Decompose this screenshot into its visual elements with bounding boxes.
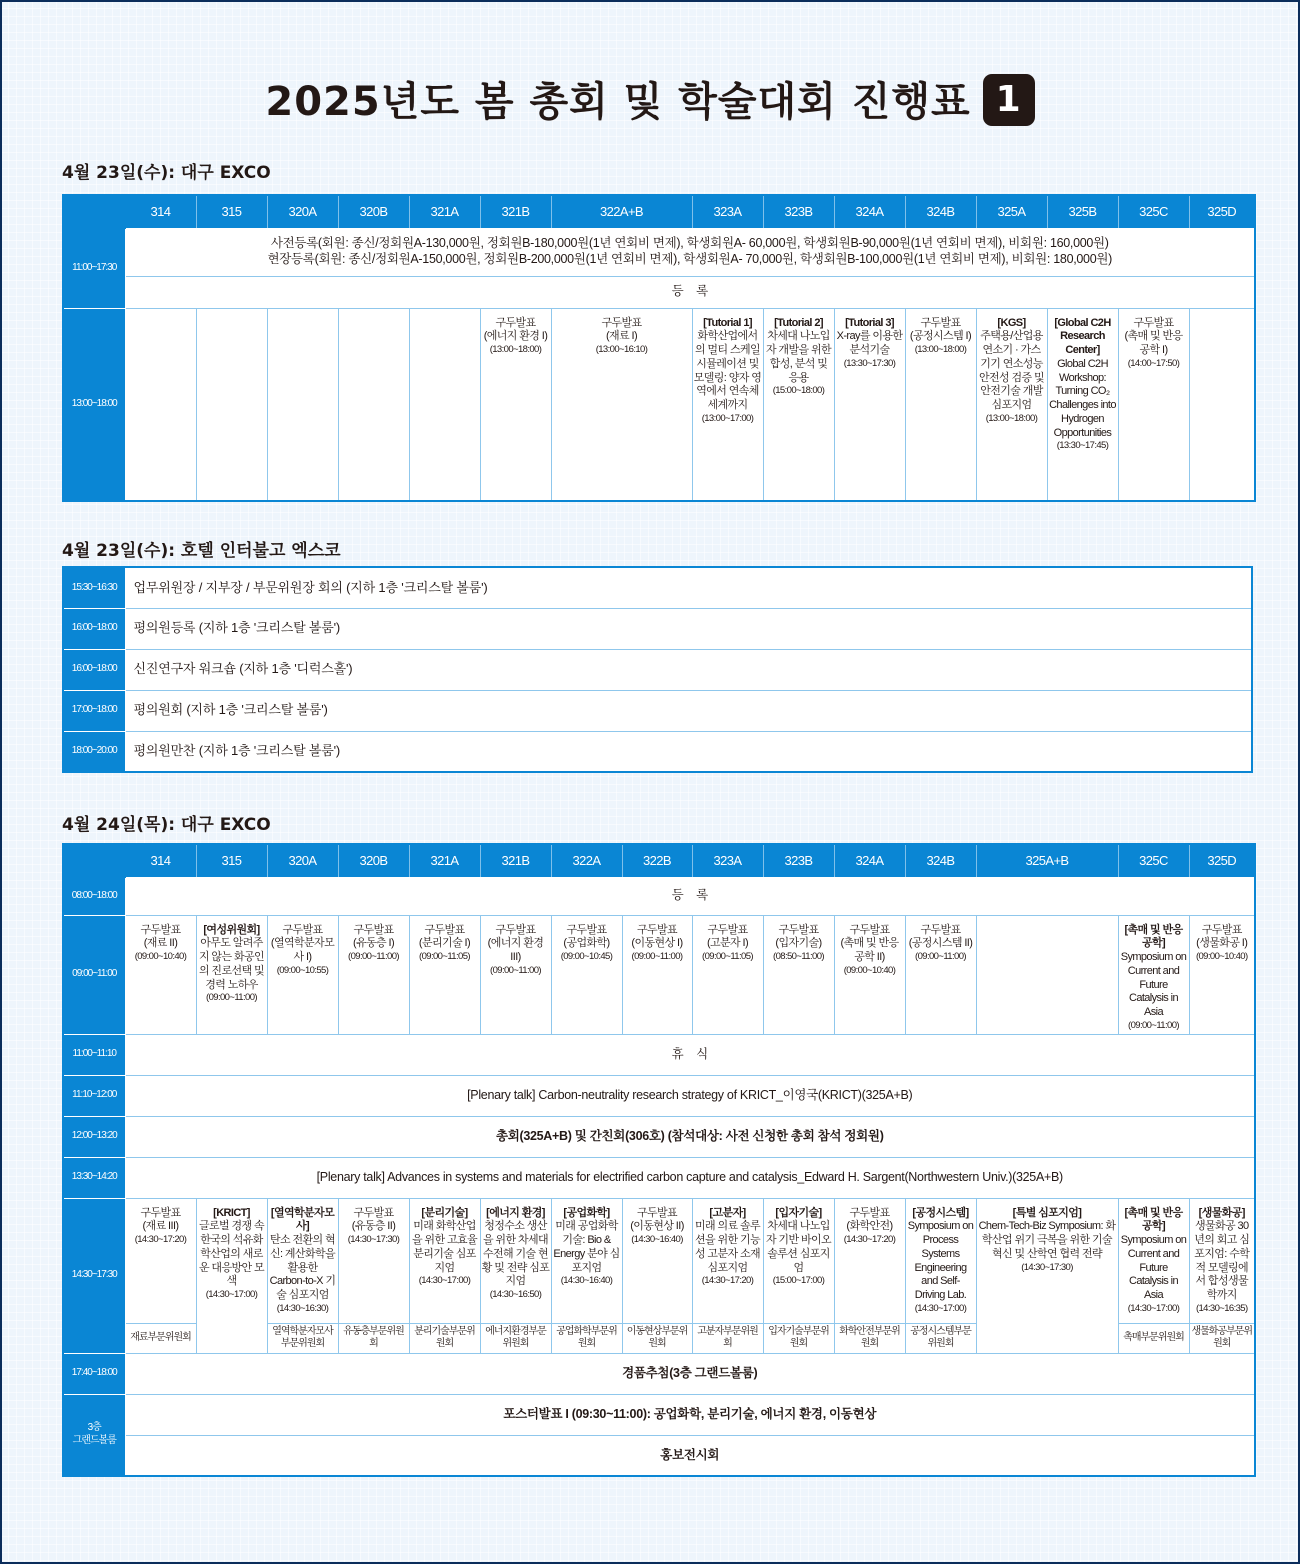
session-title: 구두발표	[601, 316, 642, 329]
session-topic: 아무도 알려주지 않는 화공인의 진로선택 및 경력 노하우	[198, 937, 265, 991]
session-title: [여성위원회]	[203, 923, 260, 936]
session-title: [생물화공]	[1198, 1206, 1245, 1219]
session-cell-empty	[409, 308, 480, 501]
session-topic: 글로벌 경쟁 속 한국의 석유화학산업의 새로운 대응방안 모색	[198, 1220, 265, 1288]
room-header: 314	[125, 195, 196, 228]
session-topic: Symposium on Process Systems Engineering and Self-Driving Lab.	[907, 1220, 974, 1302]
session-cell	[976, 1198, 1118, 1353]
session-title: [Global C2H Research Center]	[1054, 316, 1111, 356]
session-topic: (화학안전)	[846, 1220, 893, 1233]
room-header: 325C	[1118, 195, 1189, 228]
pre-registration-fees: 사전등록(회원: 종신/정회원A-130,000원, 정회원B-180,000원(1년 연회비 면제), 학생회원A- 60,000원, 학생회원B-90,000원(1년 연회비 면제), 비회원: 160,000원)	[270, 236, 1109, 251]
session-time: (09:00~11:00)	[490, 964, 541, 976]
lottery-row	[63, 1353, 1255, 1394]
session-cell	[763, 1198, 834, 1323]
session-topic: 차세대 나노입자 개발을 위한 합성, 분석 및 응용	[765, 330, 832, 384]
room-header: 320A	[267, 195, 338, 228]
session-time: (14:30~16:40)	[631, 1234, 683, 1246]
committee-label: 촉매부문위원회	[1118, 1323, 1189, 1353]
event-text: 평의원회 (지하 1층 '크리스탈 볼룸')	[125, 690, 1252, 731]
session-cell	[834, 308, 905, 501]
hotel-event-row	[63, 731, 1252, 772]
session-time: (13:00~17:00)	[701, 412, 754, 424]
section-heading-day1-hotel: 4월 23일(수): 호텔 인터불고 엑스코	[62, 541, 341, 561]
committee-label: 재료부문위원회	[125, 1323, 196, 1353]
event-text: 신진연구자 워크숍 (지하 1층 '디럭스홀')	[125, 649, 1252, 690]
session-topic: (재료 II)	[143, 937, 178, 950]
room-header: 321A	[409, 195, 480, 228]
session-cell-empty	[125, 308, 196, 501]
session-time: (09:00~11:00)	[631, 951, 683, 962]
room-header: 321B	[480, 195, 551, 228]
session-cell	[1118, 308, 1189, 501]
room-header: 315	[196, 195, 267, 228]
title-text: 2025년도 봄 총회 및 학술대회 진행표	[265, 79, 971, 125]
session-topic: (유동층 I)	[352, 937, 395, 950]
session-topic: (유동층 II)	[351, 1220, 396, 1233]
session-topic: (촉매 및 반응공학 I)	[1124, 330, 1183, 356]
session-time: (14:30~17:30)	[1021, 1261, 1073, 1273]
session-topic: (공업화학)	[563, 937, 610, 950]
session-title: [공정시스템]	[912, 1206, 969, 1219]
session-title: 구두발표	[566, 923, 607, 936]
room-header: 325B	[1047, 195, 1118, 228]
room-header: 323B	[763, 844, 834, 877]
session-cell	[409, 1198, 480, 1323]
session-cell	[125, 915, 196, 1034]
session-title: [에너지 환경]	[486, 1206, 545, 1219]
exhibit-row	[63, 1435, 1255, 1476]
plenary-talk-2: [Plenary talk] Advances in systems and materials for electrified carbon capture and catalysis_Edward H. Sargent(Northwestern Univ.)(325A+B)	[125, 1157, 1255, 1198]
break-row	[63, 1034, 1255, 1075]
time-slot: 15:30~16:30	[63, 567, 125, 608]
session-time: (09:00~11:05)	[702, 951, 753, 962]
session-time: (09:00~11:00)	[1128, 1019, 1179, 1031]
session-title: [열역학분자모사]	[270, 1206, 335, 1233]
session-cell	[480, 915, 551, 1034]
session-cell	[551, 308, 692, 501]
time-slot: 12:00~13:20	[63, 1116, 125, 1157]
room-header: 324B	[905, 195, 976, 228]
time-slot: 16:00~18:00	[63, 649, 125, 690]
session-title: 구두발표	[849, 1206, 890, 1219]
session-time: (15:00~17:00)	[772, 1275, 825, 1287]
session-cell	[1047, 308, 1118, 501]
session-cell	[338, 915, 409, 1034]
session-title: 구두발표	[424, 923, 465, 936]
afternoon-row	[63, 308, 1255, 501]
lottery-event: 경품추첨(3층 그랜드볼룸)	[125, 1353, 1255, 1394]
room-header: 321B	[480, 844, 551, 877]
session-title: [공업화학]	[563, 1206, 610, 1219]
session-topic: (재료 I)	[605, 330, 638, 343]
session-cell	[480, 1198, 551, 1323]
event-text: 평의원등록 (지하 1층 '크리스탈 볼룸')	[125, 608, 1252, 649]
session-title: 구두발표	[1133, 316, 1174, 329]
session-title: 구두발표	[636, 923, 678, 936]
registration-label: 등 록	[125, 877, 1255, 915]
session-cell	[1189, 1198, 1255, 1323]
session-cell	[196, 915, 267, 1034]
session-title: 구두발표	[778, 923, 819, 936]
registration-label: 등 록	[125, 276, 1255, 308]
time-slot: 18:00~20:00	[63, 731, 125, 772]
session-cell	[834, 1198, 905, 1323]
room-header: 315	[196, 844, 267, 877]
session-time: (13:30~17:45)	[1056, 440, 1109, 452]
time-slot: 13:30~14:20	[63, 1157, 125, 1198]
room-header: 322A+B	[551, 195, 692, 228]
venue-label	[63, 1394, 125, 1476]
page-number-badge: 1	[983, 74, 1035, 126]
session-cell	[1118, 1198, 1189, 1323]
session-time: (08:50~11:00)	[773, 951, 824, 962]
session-time: (14:30~17:20)	[701, 1275, 754, 1287]
session-topic: (에너지 환경 III)	[487, 937, 544, 963]
session-title: [Tutorial 1]	[703, 316, 752, 329]
session-cell	[551, 915, 622, 1034]
session-cell	[622, 915, 692, 1034]
session-cell	[692, 308, 763, 501]
hotel-event-row	[63, 567, 1252, 608]
general-meeting: 총회(325A+B) 및 간친회(306호) (참석대상: 사전 신청한 총회 참석 정회원)	[125, 1116, 1255, 1157]
session-topic: 청정수소 생산을 위한 차세대 수전해 기술 현황 및 전략 심포지엄	[481, 1220, 550, 1288]
session-title: 구두발표	[495, 316, 536, 329]
hotel-event-row	[63, 649, 1252, 690]
session-time: (14:30~16:40)	[560, 1275, 613, 1287]
session-time: (09:00~10:55)	[276, 964, 329, 976]
session-topic: 차세대 나노입자 기반 바이오 솔루션 심포지엄	[765, 1220, 832, 1274]
session-title: [촉매 및 반응공학]	[1124, 1206, 1183, 1233]
hotel-event-row	[63, 690, 1252, 731]
committee-label: 열역학분자모사부문위원회	[267, 1323, 338, 1353]
session-topic: 화학산업에서의 멀티 스케일 시뮬레이션 및 모델링: 양자 영역에서 연속체 세계까지	[693, 330, 762, 411]
poster-session: 포스터발표 I (09:30~11:00): 공업화학, 분리기술, 에너지 환경, 이동현상	[125, 1394, 1255, 1435]
session-time: (14:30~16:50)	[489, 1289, 542, 1301]
room-header: 325D	[1189, 195, 1255, 228]
room-header: 322A	[551, 844, 622, 877]
room-header: 314	[125, 844, 196, 877]
room-header: 325A	[976, 195, 1047, 228]
session-topic: (에너지 환경 I)	[483, 330, 548, 343]
promotional-exhibit: 홍보전시회	[125, 1435, 1255, 1476]
session-cell	[905, 1198, 976, 1323]
session-topic: (공정시스템 II)	[908, 937, 973, 950]
session-time: (14:30~17:20)	[843, 1234, 896, 1246]
room-header-row	[63, 844, 1255, 877]
section-heading-day2-exco: 4월 24일(목): 대구 EXCO	[62, 815, 271, 835]
room-header-row	[63, 195, 1255, 228]
session-title: [특별 심포지엄]	[1012, 1206, 1082, 1219]
session-cell	[267, 915, 338, 1034]
room-header: 325A+B	[976, 844, 1118, 877]
schedule-table-day2-exco	[62, 843, 1256, 1477]
room-header: 320B	[338, 844, 409, 877]
time-slot: 17:40~18:00	[63, 1353, 125, 1394]
session-topic: (재료 III)	[142, 1220, 179, 1233]
session-title: 구두발표	[1201, 923, 1242, 936]
session-time: (09:00~11:05)	[419, 951, 470, 962]
room-header: 320A	[267, 844, 338, 877]
plenary-talk-1: [Plenary talk] Carbon-neutrality research strategy of KRICT_이영국(KRICT)(325A+B)	[125, 1075, 1255, 1116]
session-time: (15:00~18:00)	[772, 385, 825, 397]
venue-floor: 3층	[87, 1422, 101, 1434]
committee-label: 고분자부문위원회	[692, 1323, 763, 1353]
session-cell-empty	[338, 308, 409, 501]
session-title: [Tutorial 2]	[774, 316, 823, 329]
session-cell	[1118, 915, 1189, 1034]
session-time: (14:30~16:35)	[1195, 1302, 1248, 1314]
session-cell	[622, 1198, 692, 1323]
session-topic: (입자기술)	[775, 937, 822, 950]
session-time: (14:30~17:00)	[1127, 1302, 1180, 1314]
venue-name: 그랜드볼룸	[72, 1434, 116, 1446]
session-time: (09:00~10:40)	[134, 951, 187, 962]
session-topic: 미래 화학산업을 위한 고효율 분리기술 심포지엄	[411, 1220, 478, 1274]
session-cell	[1189, 915, 1255, 1034]
session-cell	[480, 308, 551, 501]
room-header: 320B	[338, 195, 409, 228]
session-title: 구두발표	[282, 923, 323, 936]
session-topic: (고분자 I)	[706, 937, 749, 950]
session-time: (14:30~17:20)	[134, 1234, 187, 1246]
session-time: (09:00~10:45)	[560, 951, 613, 962]
room-header: 324B	[905, 844, 976, 877]
time-slot: 14:30~17:30	[63, 1198, 125, 1353]
time-slot: 13:00~18:00	[63, 308, 125, 501]
room-header: 323B	[763, 195, 834, 228]
committee-label: 유동층부문위원회	[338, 1323, 409, 1353]
session-cell	[267, 1198, 338, 1323]
committee-label: 에너지환경부문위원회	[480, 1323, 551, 1353]
time-slot: 16:00~18:00	[63, 608, 125, 649]
committee-label: 분리기술부문위원회	[409, 1323, 480, 1353]
session-cell	[551, 1198, 622, 1323]
session-topic: (촉매 및 반응공학 II)	[840, 937, 899, 963]
session-topic: (이동현상 II)	[630, 1220, 684, 1233]
session-time: (14:30~17:00)	[205, 1289, 258, 1301]
session-cell-empty	[976, 915, 1118, 1034]
room-header: 323A	[692, 844, 763, 877]
session-time: (14:30~17:30)	[347, 1234, 400, 1246]
session-topic: (이동현상 I)	[631, 937, 683, 950]
session-cell	[196, 1198, 267, 1353]
session-topic: (분리기술 I)	[418, 937, 471, 950]
event-text: 업무위원장 / 지부장 / 부문위원장 회의 (지하 1층 '크리스탈 볼룸')	[125, 567, 1252, 608]
session-title: 구두발표	[920, 316, 961, 329]
time-slot: 17:00~18:00	[63, 690, 125, 731]
session-topic: (생물화공 I)	[1196, 937, 1248, 950]
plenary-row	[63, 1157, 1255, 1198]
session-time: (14:30~17:00)	[418, 1275, 471, 1287]
session-time: (09:00~10:40)	[1195, 951, 1248, 962]
session-time: (09:00~11:00)	[206, 992, 257, 1004]
time-slot: 11:10~12:00	[63, 1075, 125, 1116]
session-time: (13:00~18:00)	[985, 412, 1038, 424]
session-time: (14:00~17:50)	[1127, 357, 1180, 369]
session-title: [Tutorial 3]	[845, 316, 894, 329]
session-time: (09:00~11:00)	[348, 951, 399, 962]
hotel-event-row	[63, 608, 1252, 649]
morning-session-row	[63, 915, 1255, 1034]
session-title: 구두발표	[636, 1206, 678, 1219]
session-cell	[409, 915, 480, 1034]
header-corner	[63, 844, 125, 877]
schedule-table-day1-hotel	[62, 566, 1253, 773]
session-time: (13:00~16:10)	[595, 344, 648, 355]
session-topic: (열역학분자모사 I)	[270, 937, 335, 963]
time-slot: 11:00~11:10	[63, 1034, 125, 1075]
session-topic: 생물화공 30년의 회고 심포지엄: 수학적 모델링에서 합성생물학까지	[1194, 1220, 1250, 1302]
header-corner	[63, 195, 125, 228]
room-header: 325D	[1189, 844, 1255, 877]
session-time: (14:30~16:30)	[276, 1302, 329, 1314]
session-cell	[125, 1198, 196, 1323]
session-topic: Chem-Tech-Biz Symposium: 화학산업 위기 극복을 위한 기술혁신 및 산학연 협력 전략	[978, 1220, 1116, 1260]
session-title: 구두발표	[140, 923, 181, 936]
session-time: (09:00~11:00)	[915, 951, 966, 962]
room-header: 321A	[409, 844, 480, 877]
session-cell-empty	[267, 308, 338, 501]
committee-label: 공업화학부문위원회	[551, 1323, 622, 1353]
session-cell-empty	[1189, 308, 1255, 501]
session-cell	[338, 1198, 409, 1323]
page-title	[0, 70, 1300, 127]
onsite-registration-fees: 현장등록(회원: 종신/정회원A-150,000원, 정회원B-200,000원(1년 연회비 면제), 학생회원A- 70,000원, 학생회원B-100,000원(1년 연회비 면제), 비회원: 180,000원)	[267, 252, 1112, 266]
session-topic: 미래 공업화학 기술: Bio & Energy 분야 심포지엄	[553, 1220, 620, 1274]
session-title: [분리기술]	[421, 1206, 468, 1219]
session-cell	[692, 1198, 763, 1323]
registration-fees	[125, 228, 1255, 276]
room-header: 322B	[622, 844, 692, 877]
event-text: 평의원만찬 (지하 1층 '크리스탈 볼룸')	[125, 731, 1252, 772]
session-topic: (공정시스템 I)	[909, 330, 972, 343]
session-title: 구두발표	[353, 923, 394, 936]
session-topic: Symposium on Current and Future Catalysis in Asia	[1120, 951, 1187, 1018]
session-cell	[763, 915, 834, 1034]
session-title: 구두발표	[495, 923, 536, 936]
session-title: 구두발표	[140, 1206, 181, 1219]
session-title: [KGS]	[997, 316, 1026, 329]
time-slot: 09:00~11:00	[63, 915, 125, 1034]
session-cell	[763, 308, 834, 501]
general-meeting-row	[63, 1116, 1255, 1157]
session-topic: X-ray를 이용한 분석기술	[836, 330, 903, 356]
session-topic: 미래 의료 솔루션을 위한 기능성 고분자 소재 심포지엄	[694, 1220, 761, 1274]
committee-label: 입자기술부문위원회	[763, 1323, 834, 1353]
session-time: (14:30~17:00)	[914, 1302, 967, 1314]
break-label: 휴 식	[125, 1034, 1255, 1075]
session-cell	[905, 308, 976, 501]
registration-row	[63, 276, 1255, 308]
session-title: 구두발표	[920, 923, 961, 936]
session-title: 구두발표	[353, 1206, 394, 1219]
plenary-row	[63, 1075, 1255, 1116]
poster-row	[63, 1394, 1255, 1435]
session-cell	[905, 915, 976, 1034]
room-header: 324A	[834, 195, 905, 228]
registration-row	[63, 877, 1255, 915]
committee-label: 화학안전부문위원회	[834, 1323, 905, 1353]
session-topic: 탄소 전환의 혁신: 계산화학을 활용한 Carbon-to-X 기술 심포지엄	[269, 1234, 336, 1302]
committee-label: 생물화공부문위원회	[1189, 1323, 1255, 1353]
session-title: [고분자]	[709, 1206, 746, 1219]
room-header: 323A	[692, 195, 763, 228]
session-cell	[976, 308, 1047, 501]
session-title: [촉매 및 반응공학]	[1124, 923, 1183, 950]
room-header: 324A	[834, 844, 905, 877]
session-title: [입자기술]	[775, 1206, 822, 1219]
room-header: 325C	[1118, 844, 1189, 877]
session-time: (13:00~18:00)	[914, 344, 967, 355]
session-title: [KRICT]	[213, 1206, 250, 1219]
committee-label: 이동현상부문위원회	[622, 1323, 692, 1353]
time-slot: 11:00~17:30	[63, 228, 125, 308]
session-cell-empty	[196, 308, 267, 501]
session-time: (13:30~17:30)	[843, 357, 896, 369]
afternoon-session-row	[63, 1198, 1255, 1323]
committee-label: 공정시스템부문위원회	[905, 1323, 976, 1353]
session-cell	[834, 915, 905, 1034]
session-time: (13:00~18:00)	[489, 344, 542, 355]
session-title: 구두발표	[707, 923, 748, 936]
session-time: (09:00~10:40)	[843, 964, 896, 976]
session-topic: Global C2H Workshop: Turning CO₂ Challenges into Hydrogen Opportunities	[1049, 357, 1116, 439]
schedule-table-day1-exco	[62, 194, 1256, 502]
session-cell	[692, 915, 763, 1034]
fee-row	[63, 228, 1255, 276]
session-topic: 주택용/산업용 연소기 · 가스기기 연소성능 안전성 검증 및 안전기술 개발 심포지엄	[978, 330, 1045, 411]
session-title: 구두발표	[849, 923, 890, 936]
time-slot: 08:00~18:00	[63, 877, 125, 915]
session-topic: Symposium on Current and Future Catalysis in Asia	[1120, 1234, 1187, 1302]
section-heading-day1-exco: 4월 23일(수): 대구 EXCO	[62, 163, 271, 183]
